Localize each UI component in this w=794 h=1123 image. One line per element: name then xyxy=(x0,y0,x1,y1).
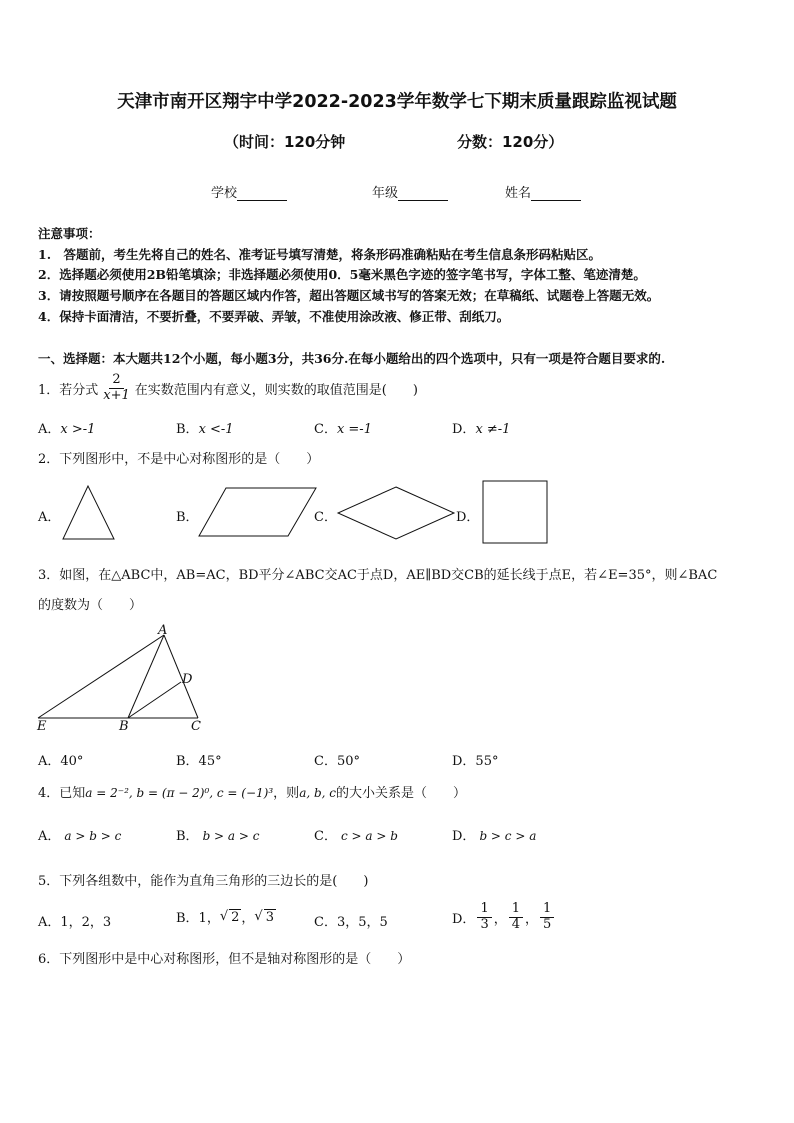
q5-option-a[interactable]: A．1，2，3 xyxy=(38,915,112,930)
point-c-label: C xyxy=(191,719,201,734)
q4-expression: a = 2⁻², b = (π − 2)⁰, c = (−1)³ xyxy=(85,786,274,800)
notice-title: 注意事项： xyxy=(38,226,101,241)
name-field xyxy=(505,182,581,201)
page-title: 天津市南开区翔宇中学2022-2023学年数学七下期末质量跟踪监视试题 xyxy=(117,92,677,112)
triangle-shape xyxy=(60,484,116,540)
section-heading: 一、选择题：本大题共12个小题，每小题3分，共36分.在每小题给出的四个选项中，只有一项是符合题目要求的. xyxy=(38,351,666,366)
q4-option-d[interactable]: D． b > c > a xyxy=(452,829,537,844)
school-blank xyxy=(237,188,287,201)
notice-item: 3．请按照题号顺序在各题目的答题区域内作答，超出答题区域书写的答案无效；在草稿纸、试题卷上答题无效。 xyxy=(38,288,660,303)
point-a-label: A xyxy=(158,623,168,638)
notice-item: 1. 答题前，考生先将自己的姓名、准考证号填写清楚，将条形码准确粘贴在考生信息条形码粘贴区。 xyxy=(38,247,602,262)
q4-option-c[interactable]: C． c > a > b xyxy=(314,829,398,844)
q5-option-d[interactable]: D． $\frac{1}{3}$ ， $\frac{1}{4}$ ， $\frac{1}{5}$ xyxy=(452,898,556,936)
q4-option-b[interactable]: B． b > a > c xyxy=(176,829,260,844)
school-label: 学校 xyxy=(211,186,238,201)
q2-option-b-label[interactable]: B． xyxy=(176,510,199,525)
exam-score: 分数：120分） xyxy=(457,133,564,151)
school-field xyxy=(211,182,287,201)
q3-option-c[interactable]: C．50° xyxy=(314,754,360,769)
point-e-label: E xyxy=(37,719,47,734)
q3-option-a[interactable]: A．40° xyxy=(38,754,84,769)
q1-suffix: 在实数范围内有意义，则实数的取值范围是( ) xyxy=(134,382,418,398)
question-1 xyxy=(38,370,418,406)
q4-option-a[interactable]: A． a > b > c xyxy=(38,829,122,844)
q1-frac-num: 2 xyxy=(109,373,123,388)
q2-option-a-label[interactable]: A． xyxy=(38,510,61,525)
q1-option-c[interactable]: C．x =-1 xyxy=(314,422,372,437)
q1-frac-den: x+1 xyxy=(103,387,130,403)
question-2: 2．下列图形中，不是中心对称图形的是（ ） xyxy=(38,452,320,467)
q1-prefix: 1．若分式 xyxy=(38,382,99,398)
notice-item: 2．选择题必须使用2B铅笔填涂；非选择题必须使用0．5毫米黑色字迹的签字笔书写，字体工整、笔迹清楚。 xyxy=(38,267,646,282)
point-d-label: D xyxy=(182,672,193,687)
question-3-line2: 的度数为（ ） xyxy=(38,598,143,613)
q5-option-b[interactable]: B．1， √ 2 ， √ 3 xyxy=(176,909,274,926)
rhombus-shape xyxy=(336,486,460,540)
q3-option-b[interactable]: B．45° xyxy=(176,754,222,769)
grade-field xyxy=(372,182,448,201)
square-shape xyxy=(482,480,548,544)
notice-item: 4．保持卡面清洁，不要折叠，不要弄破、弄皱，不准使用涂改液、修正带、刮纸刀。 xyxy=(38,309,510,324)
q3-option-d[interactable]: D．55° xyxy=(452,754,499,769)
q2-option-d-label[interactable]: D． xyxy=(456,510,480,525)
q4-vars: a, b, c xyxy=(299,786,337,800)
grade-blank xyxy=(398,188,448,201)
grade-label: 年级 xyxy=(372,186,399,201)
point-b-label: B xyxy=(119,719,129,734)
q1-option-b[interactable]: B．x <-1 xyxy=(176,422,234,437)
exam-time: （时间：120分钟 xyxy=(224,133,346,151)
question-6: 6．下列图形中是中心对称图形，但不是轴对称图形的是（ ） xyxy=(38,952,411,967)
question-5: 5．下列各组数中，能作为直角三角形的三边长的是( ) xyxy=(38,874,369,889)
parallelogram-shape xyxy=(196,486,320,538)
question-3-line1: 3．如图，在△ABC中，AB=AC，BD平分∠ABC交AC于点D，AE∥BD交CB的延长线于点E，若∠E=35°，则∠BAC xyxy=(38,568,718,583)
q1-option-d[interactable]: D．x ≠-1 xyxy=(452,422,511,437)
name-label: 姓名 xyxy=(505,186,532,201)
q5-option-c[interactable]: C．3，5，5 xyxy=(314,915,388,930)
q1-option-a[interactable]: A．x >-1 xyxy=(38,422,96,437)
q2-option-c-label[interactable]: C． xyxy=(314,510,337,525)
name-blank xyxy=(531,188,581,201)
q1-fraction xyxy=(100,373,133,403)
question-4: 4．已知a = 2⁻², b = (π − 2)⁰, c = (−1)³，则a, b, c的大小关系是（ ） xyxy=(38,786,467,801)
